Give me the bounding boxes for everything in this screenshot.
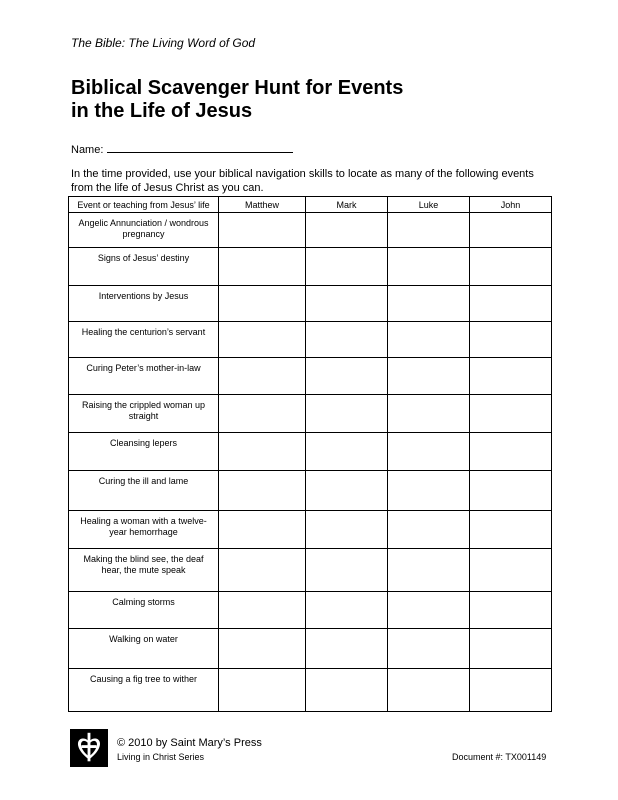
answer-cell-luke[interactable] bbox=[388, 470, 470, 510]
answer-cell-mark[interactable] bbox=[306, 510, 388, 548]
answer-cell-mark[interactable] bbox=[306, 629, 388, 669]
table-header-row bbox=[69, 197, 552, 213]
copyright-text: © 2010 by Saint Mary’s Press bbox=[117, 737, 262, 749]
event-cell: Curing Peter’s mother-in-law bbox=[69, 358, 219, 394]
event-cell: Cleansing lepers bbox=[69, 433, 219, 470]
column-header-john: John bbox=[470, 197, 552, 213]
event-cell: Signs of Jesus’ destiny bbox=[69, 248, 219, 285]
column-header-luke: Luke bbox=[388, 197, 470, 213]
table-row bbox=[69, 549, 552, 591]
series-name-text: Living in Christ Series bbox=[117, 752, 205, 762]
table-row bbox=[69, 248, 552, 285]
saint-marys-press-logo bbox=[70, 729, 108, 767]
answer-cell-john[interactable] bbox=[470, 470, 552, 510]
name-field-row bbox=[71, 141, 293, 156]
answer-cell-luke[interactable] bbox=[388, 285, 470, 321]
answer-cell-john[interactable] bbox=[470, 213, 552, 248]
answer-cell-luke[interactable] bbox=[388, 394, 470, 432]
answer-cell-matthew[interactable] bbox=[219, 470, 306, 510]
answer-cell-matthew[interactable] bbox=[219, 394, 306, 432]
event-cell: Causing a fig tree to wither bbox=[69, 669, 219, 712]
answer-cell-mark[interactable] bbox=[306, 591, 388, 628]
answer-cell-matthew[interactable] bbox=[219, 358, 306, 394]
instructions-text: In the time provided, use your biblical navigation skills to locate as many of the following events from the life of Jesus Christ as you can. bbox=[71, 168, 534, 194]
scavenger-hunt-table bbox=[68, 196, 552, 712]
answer-cell-mark[interactable] bbox=[306, 322, 388, 358]
answer-cell-luke[interactable] bbox=[388, 433, 470, 470]
series-title: The Bible: The Living Word of God bbox=[71, 36, 256, 50]
answer-cell-john[interactable] bbox=[470, 629, 552, 669]
answer-cell-luke[interactable] bbox=[388, 669, 470, 712]
title-line-1: Biblical Scavenger Hunt for Events bbox=[71, 77, 404, 99]
answer-cell-luke[interactable] bbox=[388, 629, 470, 669]
answer-cell-mark[interactable] bbox=[306, 213, 388, 248]
document-number: Document #: TX001149 bbox=[452, 752, 547, 762]
table-row bbox=[69, 433, 552, 470]
answer-cell-matthew[interactable] bbox=[219, 549, 306, 591]
table-row bbox=[69, 358, 552, 394]
answer-cell-luke[interactable] bbox=[388, 213, 470, 248]
event-cell: Curing the ill and lame bbox=[69, 470, 219, 510]
event-cell: Raising the crippled woman up straight bbox=[69, 394, 219, 432]
answer-cell-john[interactable] bbox=[470, 433, 552, 470]
name-label: Name: bbox=[71, 144, 104, 156]
answer-cell-luke[interactable] bbox=[388, 549, 470, 591]
answer-cell-mark[interactable] bbox=[306, 248, 388, 285]
answer-cell-mark[interactable] bbox=[306, 470, 388, 510]
title-line-2: in the Life of Jesus bbox=[71, 100, 253, 122]
answer-cell-john[interactable] bbox=[470, 669, 552, 712]
event-cell: Angelic Annunciation / wondrous pregnancy bbox=[69, 213, 219, 248]
event-cell: Healing a woman with a twelve-year hemorrhage bbox=[69, 510, 219, 548]
table-row bbox=[69, 629, 552, 669]
answer-cell-luke[interactable] bbox=[388, 510, 470, 548]
name-blank-line[interactable] bbox=[107, 141, 293, 153]
answer-cell-matthew[interactable] bbox=[219, 285, 306, 321]
answer-cell-matthew[interactable] bbox=[219, 248, 306, 285]
answer-cell-matthew[interactable] bbox=[219, 213, 306, 248]
answer-cell-john[interactable] bbox=[470, 549, 552, 591]
answer-cell-luke[interactable] bbox=[388, 322, 470, 358]
column-header-matthew: Matthew bbox=[219, 197, 306, 213]
answer-cell-matthew[interactable] bbox=[219, 322, 306, 358]
answer-cell-john[interactable] bbox=[470, 248, 552, 285]
answer-cell-luke[interactable] bbox=[388, 591, 470, 628]
table-row bbox=[69, 591, 552, 628]
event-cell: Walking on water bbox=[69, 629, 219, 669]
table-row bbox=[69, 510, 552, 548]
answer-cell-john[interactable] bbox=[470, 394, 552, 432]
answer-cell-john[interactable] bbox=[470, 322, 552, 358]
table-row bbox=[69, 669, 552, 712]
answer-cell-mark[interactable] bbox=[306, 549, 388, 591]
answer-cell-luke[interactable] bbox=[388, 248, 470, 285]
table-row bbox=[69, 285, 552, 321]
answer-cell-mark[interactable] bbox=[306, 394, 388, 432]
answer-cell-john[interactable] bbox=[470, 285, 552, 321]
answer-cell-john[interactable] bbox=[470, 510, 552, 548]
column-header-mark: Mark bbox=[306, 197, 388, 213]
answer-cell-mark[interactable] bbox=[306, 358, 388, 394]
event-cell: Healing the centurion’s servant bbox=[69, 322, 219, 358]
column-header-event: Event or teaching from Jesus’ life bbox=[69, 197, 219, 213]
event-cell: Interventions by Jesus bbox=[69, 285, 219, 321]
page-title bbox=[71, 77, 541, 123]
table-body bbox=[69, 213, 552, 712]
event-cell: Calming storms bbox=[69, 591, 219, 628]
answer-cell-mark[interactable] bbox=[306, 433, 388, 470]
answer-cell-matthew[interactable] bbox=[219, 433, 306, 470]
table-row bbox=[69, 213, 552, 248]
answer-cell-matthew[interactable] bbox=[219, 510, 306, 548]
table-row bbox=[69, 394, 552, 432]
answer-cell-luke[interactable] bbox=[388, 358, 470, 394]
table-row bbox=[69, 470, 552, 510]
answer-cell-john[interactable] bbox=[470, 591, 552, 628]
answer-cell-john[interactable] bbox=[470, 358, 552, 394]
table-row bbox=[69, 322, 552, 358]
answer-cell-mark[interactable] bbox=[306, 669, 388, 712]
answer-cell-matthew[interactable] bbox=[219, 669, 306, 712]
answer-cell-matthew[interactable] bbox=[219, 629, 306, 669]
answer-cell-mark[interactable] bbox=[306, 285, 388, 321]
event-cell: Making the blind see, the deaf hear, the mute speak bbox=[69, 549, 219, 591]
answer-cell-matthew[interactable] bbox=[219, 591, 306, 628]
